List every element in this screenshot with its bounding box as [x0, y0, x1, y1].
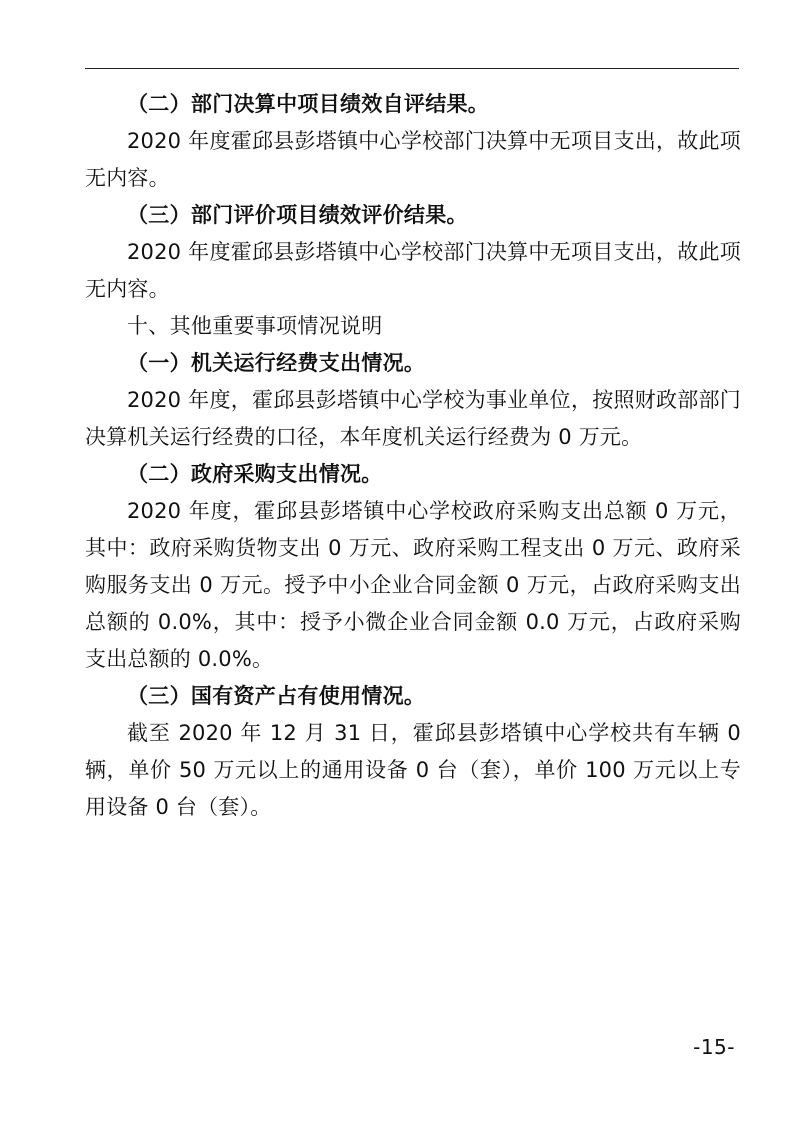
- document-body: [85, 86, 741, 826]
- paragraph-state-assets: 截至 2020 年 12 月 31 日，霍邱县彭塔镇中心学校共有车辆 0 辆，单价 50 万元以上的通用设备 0 台（套），单价 100 万元以上专用设备 0 台（套）。: [85, 721, 741, 819]
- paragraph-government-procurement: 2020 年度，霍邱县彭塔镇中心学校政府采购支出总额 0 万元，其中：政府采购货物支出 0 万元、政府采购工程支出 0 万元、政府采购服务支出 0 万元。授予中小企业合同金额 0 万元，占政府采购支出总额的 0.0%，其中：授予小微企业合同金额 0.0 万元，占政府采购支出总额的 0.0%。: [85, 499, 741, 671]
- heading-department-evaluation: （三）部门评价项目绩效评价结果。: [127, 203, 468, 227]
- heading-government-procurement: （二）政府采购支出情况。: [127, 462, 383, 486]
- header-rule: [85, 68, 739, 69]
- paragraph-project-self-evaluation: 2020 年度霍邱县彭塔镇中心学校部门决算中无项目支出，故此项无内容。: [85, 129, 741, 190]
- page-number: -15-: [693, 1035, 735, 1059]
- heading-state-assets: （三）国有资产占有使用情况。: [127, 684, 426, 708]
- heading-operating-expenses: （一）机关运行经费支出情况。: [127, 351, 426, 375]
- heading-project-self-evaluation: （二）部门决算中项目绩效自评结果。: [127, 92, 490, 116]
- paragraph-department-evaluation: 2020 年度霍邱县彭塔镇中心学校部门决算中无项目支出，故此项无内容。: [85, 240, 741, 301]
- section-title-other-matters: 十、其他重要事项情况说明: [127, 314, 383, 338]
- paragraph-operating-expenses: 2020 年度，霍邱县彭塔镇中心学校为事业单位，按照财政部部门决算机关运行经费的口径，本年度机关运行经费为 0 万元。: [85, 388, 741, 449]
